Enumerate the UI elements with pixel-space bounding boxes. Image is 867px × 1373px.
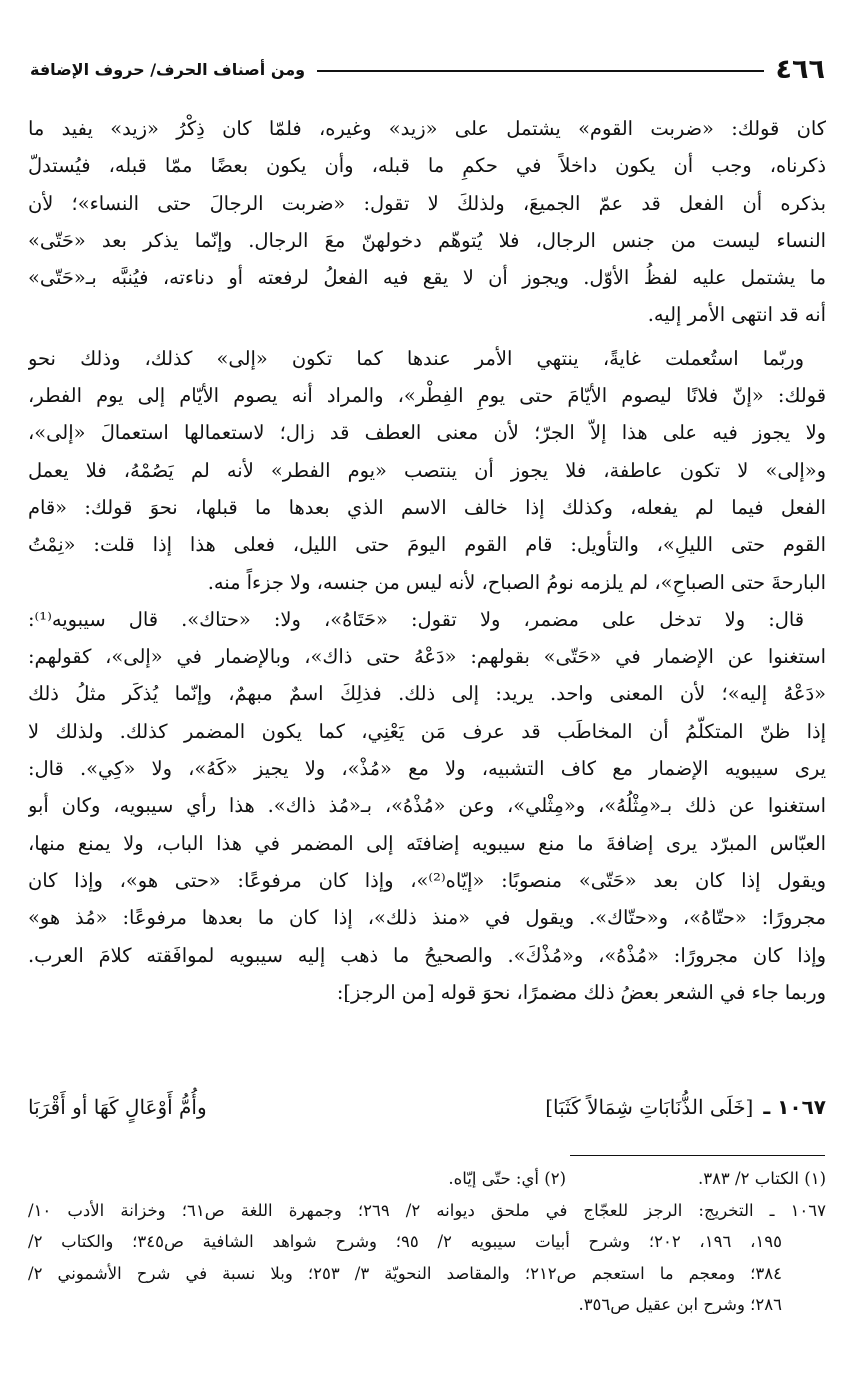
running-title: ومن أصناف الحرف/ حروف الإضافة (30, 59, 306, 79)
text-line: قولك: «إنّ فلانًا ليصوم الأيّامَ حتى يومِ الفِطْر»، والمراد أنه يصوم الأيّام إلى يوم الفطر، (28, 384, 826, 408)
text-line: بذكره أن الفعل قد عمّ الجميعَ، ولذلكَ لا تقول: «ضربت الرجالَ حتى النساء»؛ لأن (28, 191, 826, 215)
page-header (30, 52, 825, 86)
text-line: وربما جاء في الشعر بعضُ ذلك مضمرًا، نحوَ قوله [من الرجز]: (336, 980, 826, 1004)
verse-number: ١٠٦٧ ـ (763, 1095, 826, 1119)
footnote-line: ١٠٦٧ ـ التخريج: الرجز للعجّاج في ملحق ديوانه ٢/ ٢٦٩؛ وجمهرة اللغة ص٦١؛ وخزانة الأدب ١٠/ (28, 1200, 826, 1220)
text-line: قال: ولا تدخل على مضمر، ولا تقول: «حَتَاهُ»، ولا: «حتاك». قال سيبويه⁽¹⁾: (28, 607, 804, 631)
text-line: ما يشتمل عليه لفظُ الأوّل. ويجوز أن لا يقع فيه الفعلُ لرفعته أو دناءته، فيُنبَّه بـ«حَتّى» (28, 266, 826, 290)
text-line: استغنوا عن ذلك بـ«مِثْلُهُ»، و«مِثْلي»، وعن «مُذْهُ»، بـ«مُذ ذاك». هذا رأي سيبويه، وكان أبو (28, 794, 826, 818)
text-line: العبّاس المبرّد يرى إضافةَ ما منع سيبويه إضافتَه إلى المضمر في هذا الباب، ولا يمنع منها، (28, 831, 826, 855)
footnote-row (28, 1163, 826, 1195)
footnotes (28, 1163, 826, 1321)
text-line: وإذا كان مجرورًا: «مُذْهُ»، و«مُذْكَ». والصحيحُ ما ذهب إليه سيبويه لموافَقته كلامَ العرب. (28, 943, 826, 967)
verse (28, 1090, 826, 1124)
text-line: ذكرناه، وجب أن يكون داخلاً في حكمِ ما قبله، وأن يكون بعضًا ممّا قبله، فيُستدلّ (28, 154, 826, 178)
text-line: أنه قد انتهى الأمر إليه. (647, 303, 826, 327)
text-line: القوم حتى الليلِ»، والتأويل: قام القوم اليومَ حتى الليل، فعلى هذا إذا قلت: «نِمْتُ (28, 533, 826, 557)
footnote-1: (١) الكتاب ٢/ ٣٨٣. (697, 1169, 826, 1188)
text-line: إذا ظنّ المتكلّمُ أن المخاطَب قد عرف مَن يَعْنِي، كما يكون المضمر كذلك. ولذلك لا (28, 719, 826, 743)
text-line: يرى سيبويه الإضمار مع كاف التشبيه، ولا مع «مُذْ»، ولا يجيز «كَهُ»، ولا «كِي». قال: (28, 757, 826, 781)
verse-first-hemistich: [خَلَى الذُّنَابَاتِ شِمَالاً كَثَبَا] (545, 1095, 754, 1119)
footnote-line: ٢٨٦؛ وشرح ابن عقيل ص٣٥٦. (578, 1295, 782, 1314)
verse-second-hemistich: وأُمُّ أَوْعَالٍ كَهَا أو أَقْرَبَا (27, 1095, 207, 1119)
page-number: ٤٦٦ (775, 53, 825, 85)
text-line: مجرورًا: «حتّاهُ»، و«حتّاك». ويقول في «منذ ذلك»، إذا كان ما بعدها مرفوعًا: «مُذ هو» (28, 906, 826, 930)
text-line: ولا يجوز فيه على هذا إلاّ الجرّ؛ لأن معنى العطف قد زال؛ لاستعمالها استعمالَ «إلى»، (28, 421, 826, 445)
text-line: استغنوا عن الإضمار في «حَتّى» بقولهم: «دَعْهُ حتى ذاك»، وبالإضمار في «إلى»، كقولهم: (28, 645, 826, 669)
main-text (28, 110, 826, 1011)
footnote-separator (570, 1155, 825, 1156)
header-rule (317, 70, 763, 72)
text-line: البارحةَ حتى الصباحِ»، لم يلزمه نومُ الصباح، لأنه ليس من جنسه، ولا جزءاً منه. (207, 570, 826, 594)
text-line: كان قولك: «ضربت القوم» يشتمل على «زيد» وغيره، فلمّا كان ذِكْرُ «زيد» يفيد ما (28, 117, 826, 140)
text-line: و«إلى» لا تكون عاطفة، فلا يجوز أن ينتصب «يوم الفطر» لأنه لم يَصُمْهُ، فلا يعمل (28, 458, 826, 482)
text-line: «دَعْهُ إليه»؛ لأن المعنى واحد. يريد: إلى ذلك. فذلِكَ اسمٌ مبهمٌ، وإنّما يُذكَر مثلُ ذلك (28, 682, 826, 706)
text-line: ويقول إذا كان بعد «حَتّى» منصوبًا: «إيّاه⁽²⁾»، وإذا كان مرفوعًا: «حتى هو»، وإذا كان (28, 868, 826, 892)
text-line: الفعل فيما لم يفعله، وكذلك إذا خالف الاسم الذي بعدها ما قبلها، نحوَ قولك: «قام (28, 495, 826, 519)
text-line: النساء ليست من جنس الرجال، فلا يُتوهّم دخولهنّ معَ الرجال. وإنّما يذكر بعد «حَتّى» (28, 228, 826, 252)
footnote-line: ٣٨٤؛ ومعجم ما استعجم ص٢١٢؛ والمقاصد النحويّة ٣/ ٢٥٣؛ وبلا نسبة في شرح الأشموني ٢/ (28, 1263, 782, 1283)
footnote-line: ١٩٥، ١٩٦، ٢٠٢؛ وشرح أبيات سيبويه ٢/ ٩٥؛ وشرح شواهد الشافية ص٣٤٥؛ والكتاب ٢/ (28, 1232, 782, 1251)
footnote-2: (٢) أي: حتّى إيّاه. (448, 1169, 566, 1188)
text-line: وربّما استُعملت غايةً، ينتهي الأمر عندها كما تكون «إلى» كذلك، وذلك نحو (28, 346, 804, 370)
